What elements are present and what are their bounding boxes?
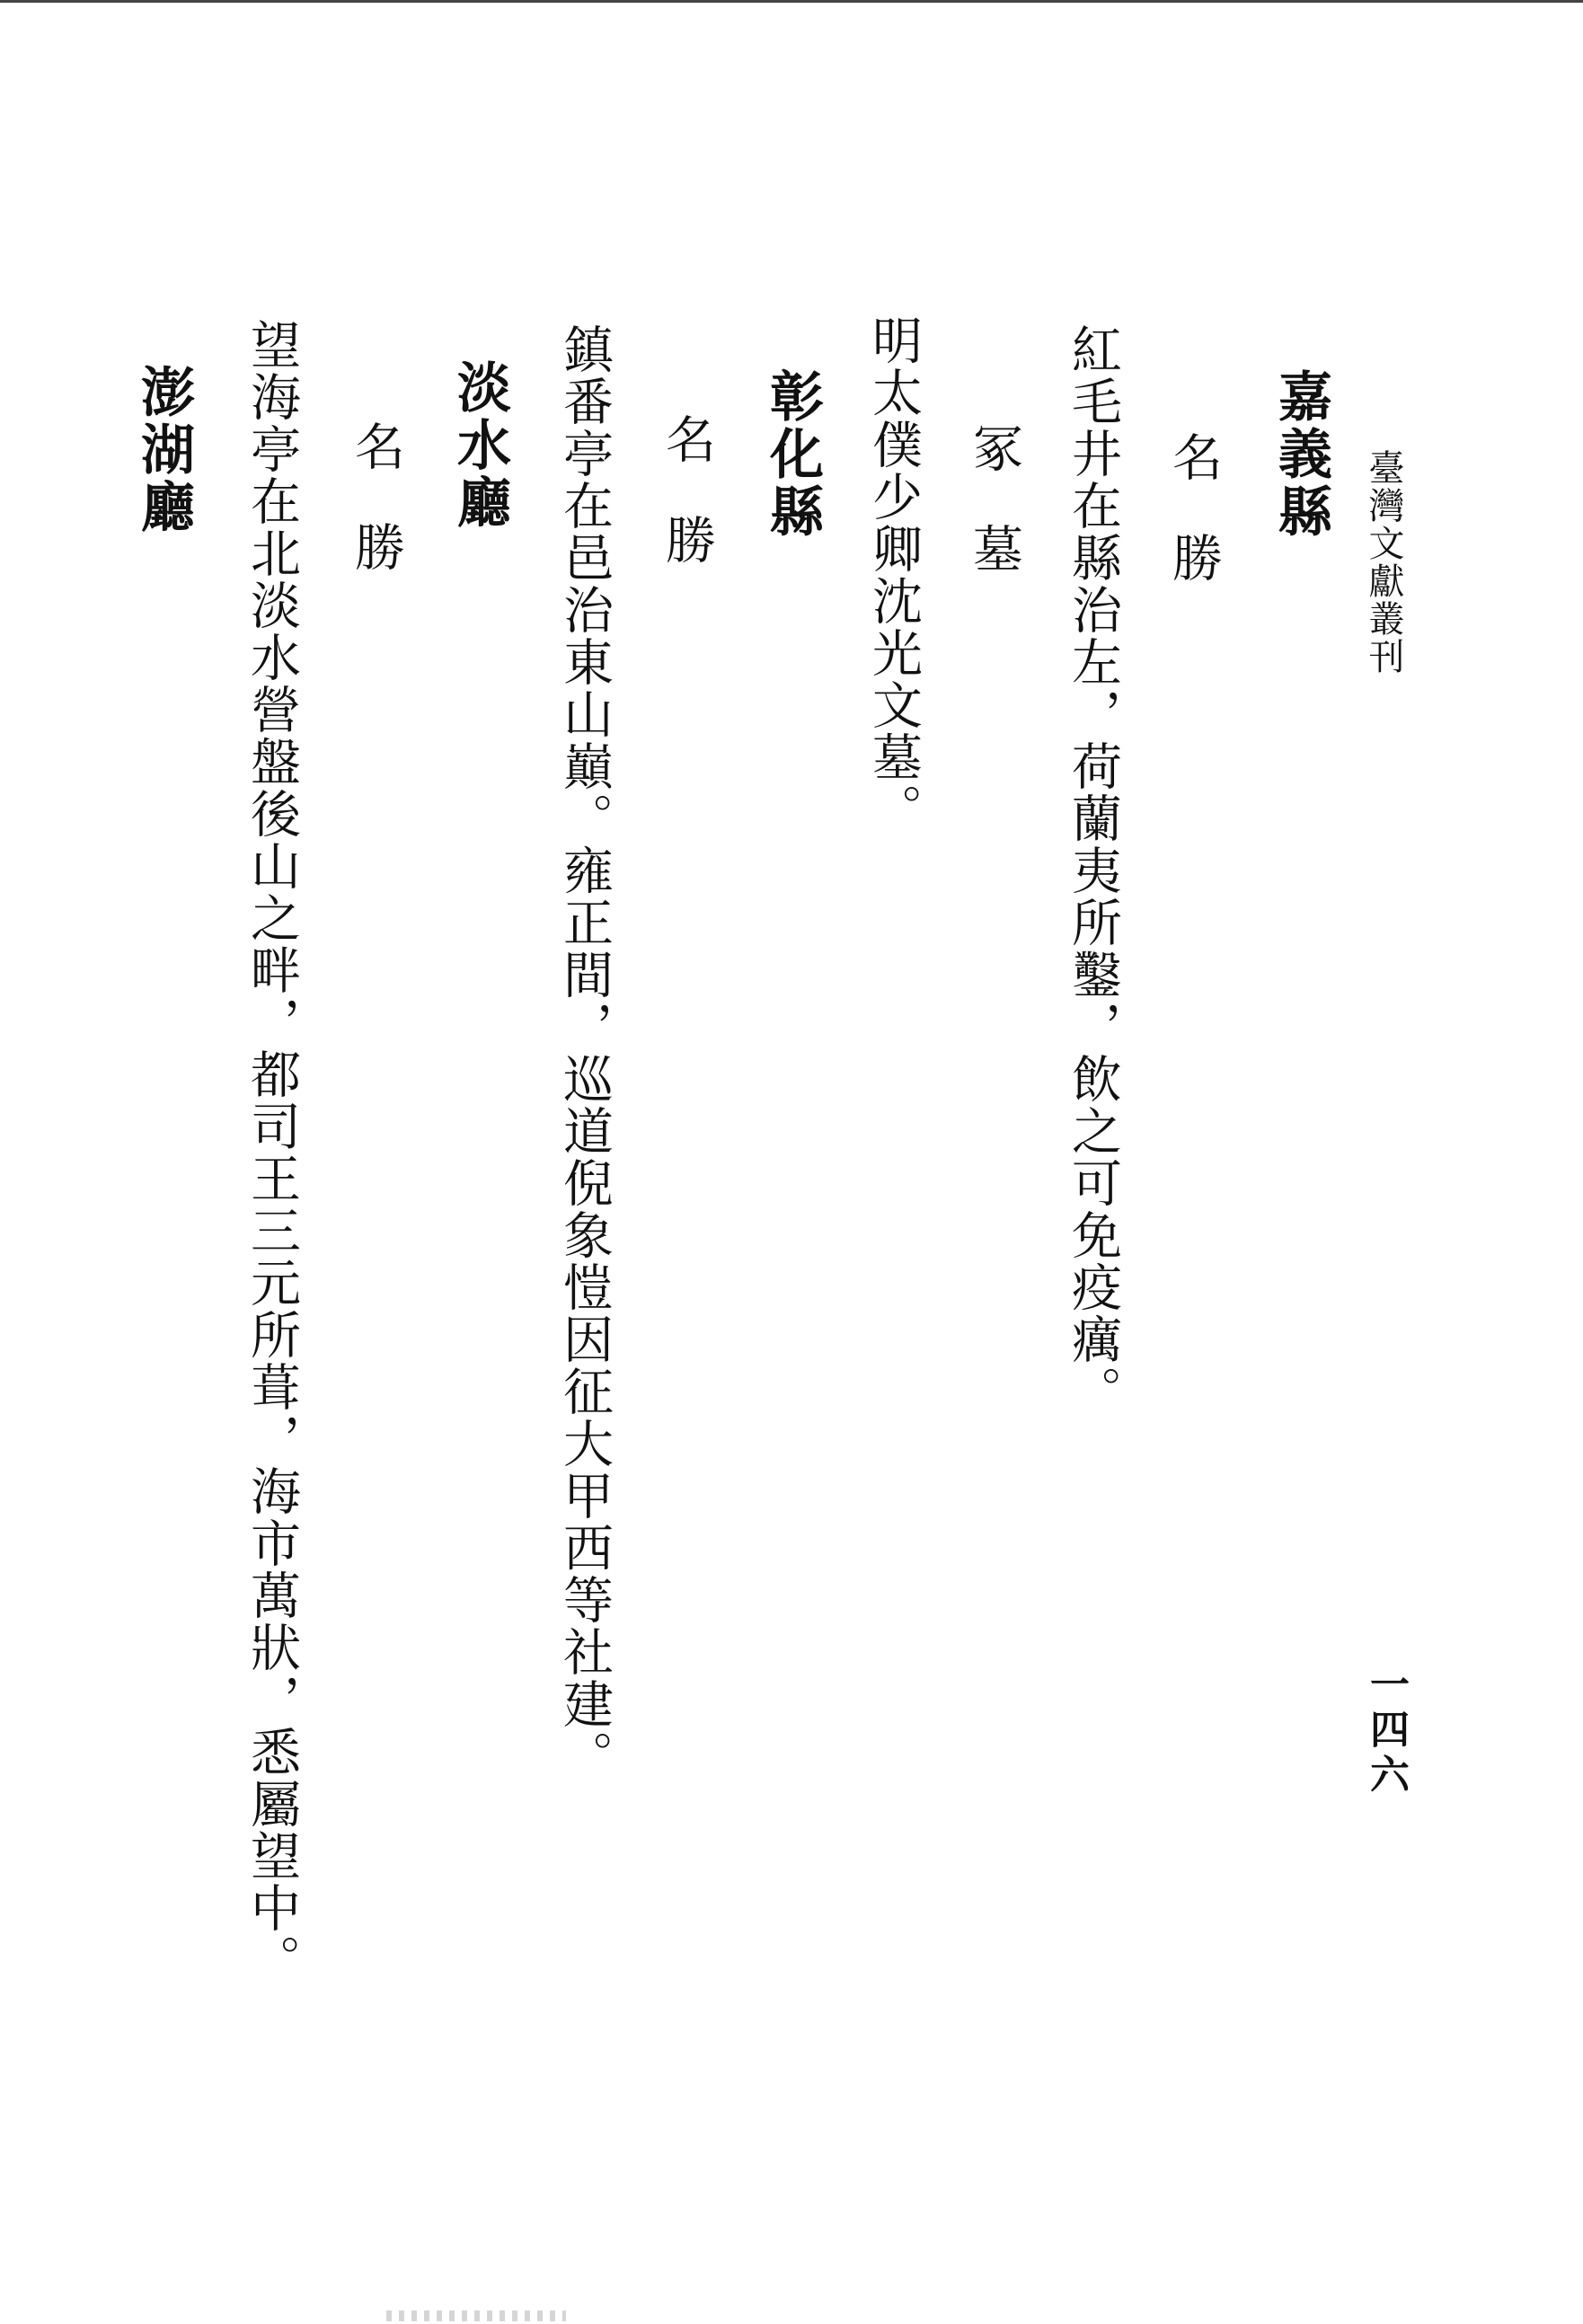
- subheading-famous-sites: 名勝: [658, 413, 716, 614]
- bottom-scan-smudge: [386, 2311, 566, 2321]
- entry-red-hair-well: 紅毛井在縣治左，荷蘭夷所鑿，飲之可免疫癘。: [1064, 323, 1122, 1418]
- subheading-famous-sites: 名勝: [347, 420, 405, 622]
- page-number: 一四六: [1363, 1664, 1409, 1798]
- section-heading-changhua: 彰化縣: [761, 368, 824, 541]
- entry-shen-guangwen-tomb: 明太僕少卿沈光文墓。: [864, 314, 923, 835]
- section-heading-tamsui: 淡水廳: [448, 359, 511, 532]
- series-title: 臺灣文獻叢刊: [1363, 449, 1404, 676]
- entry-zhenfan-pavilion: 鎮番亭在邑治東山巔。雍正間，巡道倪象愷因征大甲西等社建。: [555, 323, 614, 1782]
- section-heading-penghu: 澎湖廳: [132, 364, 195, 536]
- subheading-famous-sites: 名勝: [1164, 431, 1223, 632]
- section-heading-chiayi: 嘉義縣: [1269, 368, 1332, 541]
- subheading-tombs: 冢墓: [965, 422, 1023, 623]
- top-rule: [0, 0, 1583, 3]
- entry-wanghai-pavilion: 望海亭在北淡水營盤後山之畔，都司王三元所葺，海市萬狀，悉屬望中。: [243, 319, 301, 1986]
